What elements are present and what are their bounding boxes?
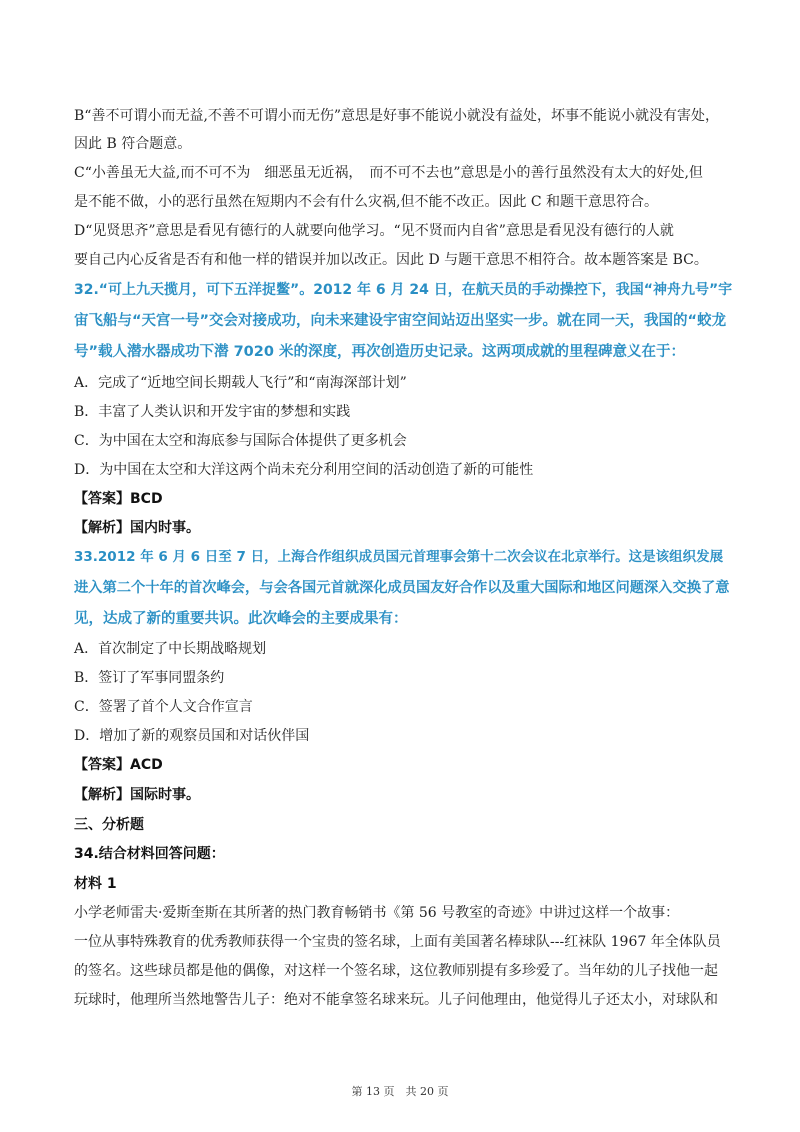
question-33-analysis: 【解析】国际时事。 (74, 787, 200, 803)
page-number-footer: 第 13 页 共 20 页 (351, 1085, 449, 1098)
question-32-option-a: A．完成了“近地空间长期载人飞行”和“南海深部计划” (74, 375, 407, 391)
material-paragraph-line-1: 小学老师雷夫·爱斯奎斯在其所著的热门教育畅销书《第 56 号教室的奇迹》中讲过这样一个故事： (74, 905, 680, 921)
question-33-option-d: D．增加了新的观察员国和对话伙伴国 (74, 728, 310, 744)
option-d-explanation-line-2: 要自己内心反省是否有和他一样的错误并加以改正。因此 D 与题干意思不相符合。故本题答案是 BC。 (74, 252, 708, 268)
material-1-label: 材料 1 (74, 876, 117, 892)
option-b-explanation-line-1: B“善不可谓小而无益,不善不可谓小而无伤”意思是好事不能说小就没有益处，坏事不能说小就没有害处， (74, 108, 720, 124)
question-32-line-2: 宙飞船与“天宫一号”交会对接成功，向未来建设宇宙空间站迈出坚实一步。就在同一天，我国的“蛟龙 (74, 313, 727, 329)
material-paragraph-line-4: 玩球时，他理所当然地警告儿子：绝对不能拿签名球来玩。儿子问他理由，他觉得儿子还太小，对球队和 (74, 992, 718, 1008)
question-32-analysis: 【解析】国内时事。 (74, 520, 200, 536)
question-32-option-b: B．丰富了人类认识和开发宇宙的梦想和实践 (74, 404, 351, 420)
option-c-explanation-line-1: C“小善虽无大益,而不可不为 细恶虽无近祸， 而不可不去也”意思是小的善行虽然没有太大的好处,但 (74, 165, 703, 181)
option-b-explanation-line-2: 因此 B 符合题意。 (74, 136, 192, 152)
section-heading: 三、分析题 (74, 817, 144, 833)
question-33-line-1: 33.2012 年 6 月 6 日至 7 日，上海合作组织成员国元首理事会第十二次会议在北京举行。这是该组织发展 (74, 549, 724, 565)
question-33-line-3: 见，达成了新的重要共识。此次峰会的主要成果有： (74, 611, 408, 627)
option-d-explanation-line-1: D“见贤思齐”意思是看见有德行的人就要向他学习。“见不贤而内自省”意思是看见没有德行的人就 (74, 223, 674, 239)
question-32-option-c: C．为中国在太空和海底参与国际合体提供了更多机会 (74, 433, 407, 449)
question-32-option-d: D．为中国在太空和大洋这两个尚未充分利用空间的活动创造了新的可能性 (74, 462, 534, 478)
question-34-prompt: 34.结合材料回答问题： (74, 846, 225, 862)
question-32-answer: 【答案】BCD (74, 491, 163, 507)
question-33-option-c: C．签署了首个人文合作宣言 (74, 699, 253, 715)
question-33-line-2: 进入第二个十年的首次峰会，与会各国元首就深化成员国友好合作以及重大国际和地区问题深入交换了意 (74, 580, 730, 596)
material-paragraph-line-3: 的签名。这些球员都是他的偶像，对这样一个签名球，这位教师别提有多珍爱了。当年幼的儿子找他一起 (74, 963, 718, 979)
option-c-explanation-line-2: 是不能不做，小的恶行虽然在短期内不会有什么灾祸,但不能不改正。因此 C 和题干意思符合。 (74, 194, 659, 210)
question-32-line-3: 号”载人潜水器成功下潜 7020 米的深度，再次创造历史记录。这两项成就的里程碑意义在于： (74, 344, 685, 360)
material-paragraph-line-2: 一位从事特殊教育的优秀教师获得一个宝贵的签名球，上面有美国著名棒球队---红袜队 1967 年全体队员 (74, 934, 721, 950)
question-33-option-b: B．签订了军事同盟条约 (74, 670, 225, 686)
question-32-line-1: 32.“可上九天揽月，可下五洋捉鳖”。2012 年 6 月 24 日，在航天员的手动操控下，我国“神舟九号”宇 (74, 282, 733, 298)
question-33-answer: 【答案】ACD (74, 757, 163, 773)
question-33-option-a: A．首次制定了中长期战略规划 (74, 641, 267, 657)
